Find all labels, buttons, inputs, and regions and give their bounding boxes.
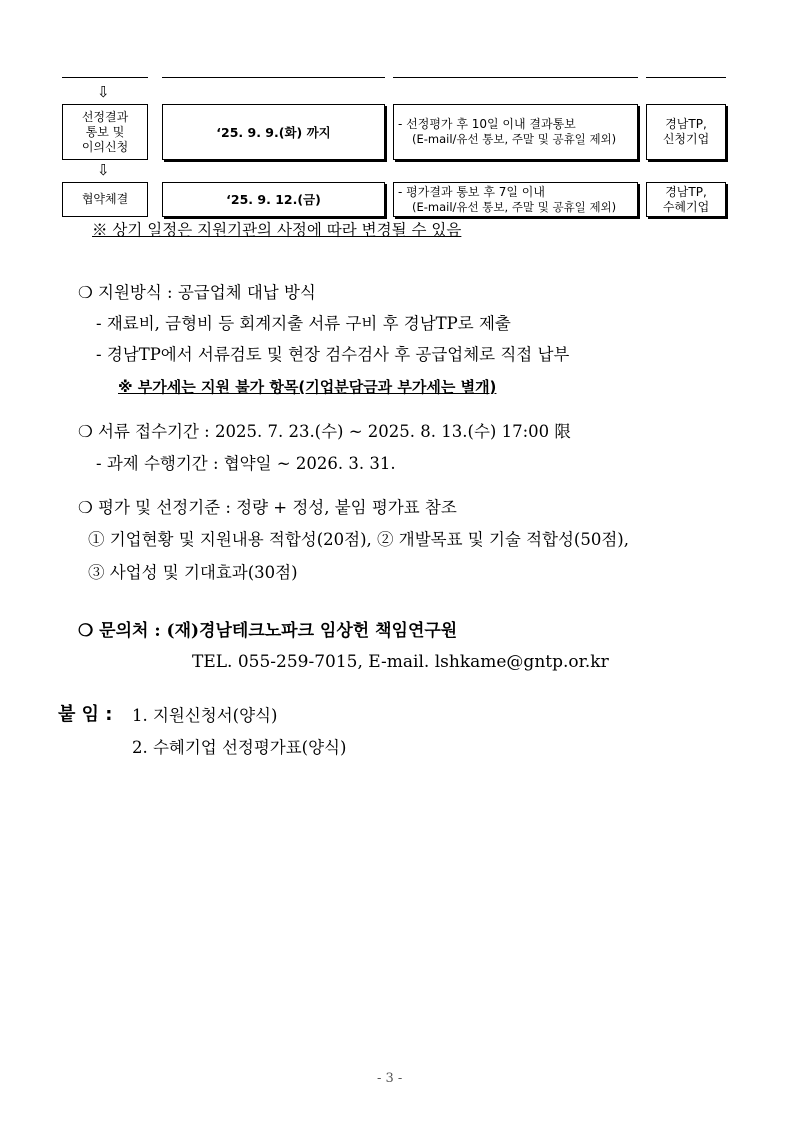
schedule-row-2-detail-main: - 평가결과 통보 후 7일 이내	[398, 184, 545, 199]
bullet-icon: ❍	[78, 283, 93, 302]
down-arrow-icon: ⇩	[97, 161, 110, 179]
schedule-row-1-detail-main: - 선정평가 후 10일 이내 결과통보	[398, 117, 576, 131]
application-period-heading	[78, 421, 571, 443]
application-period-heading-text: 서류 접수기간 : 2025. 7. 23.(수) ~ 2025. 8. 13.(수) 17:00 限	[98, 422, 571, 441]
bullet-icon: ❍	[78, 422, 93, 441]
down-arrow-icon: ⇩	[97, 83, 110, 101]
contact-details: TEL. 055-259-7015, E-mail. lshkame@gntp.or.kr	[192, 652, 609, 672]
table-top-line-4	[646, 77, 726, 78]
attachment-item-2: 2. 수혜기업 선정평가표(양식)	[132, 738, 347, 757]
table-top-line-2	[162, 77, 385, 78]
table-top-line-3	[393, 77, 638, 78]
bullet-icon: ❍	[78, 621, 94, 641]
support-method-heading-text: 지원방식 : 공급업체 대납 방식	[98, 283, 316, 302]
schedule-row-2-date: ‘25. 9. 12.(금)	[162, 182, 385, 217]
support-method-item-2: - 경남TP에서 서류검토 및 현장 검수검사 후 공급업체로 직접 납부	[96, 345, 570, 364]
evaluation-heading-text: 평가 및 선정기준 : 정량 + 정성, 붙임 평가표 참조	[98, 498, 457, 517]
evaluation-criteria-line-1: ① 기업현황 및 지원내용 적합성(20점), ② 개발목표 및 기술 적합성(50점),	[88, 530, 629, 549]
support-method-note: ※ 부가세는 지원 불가 항목(기업분담금과 부가세는 별개)	[118, 378, 497, 396]
schedule-row-1-detail-sub: (E-mail/유선 통보, 주말 및 공휴일 제외)	[412, 132, 617, 146]
contact-heading-text: 문의처 : (재)경남테크노파크 임상헌 책임연구원	[99, 621, 458, 641]
attachment-item-1: 1. 지원신청서(양식)	[132, 706, 278, 725]
schedule-row-1-date: ‘25. 9. 9.(화) 까지	[162, 104, 385, 160]
schedule-row-2-owner: 경남TP, 수혜기업	[646, 182, 726, 217]
attachments-label: 붙 임 :	[58, 704, 113, 725]
schedule-row-2-detail	[393, 182, 638, 217]
schedule-note: ※ 상기 일정은 지원기관의 사정에 따라 변경될 수 있음	[92, 221, 462, 239]
support-method-item-1: - 재료비, 금형비 등 회계지출 서류 구비 후 경남TP로 제출	[96, 314, 511, 333]
evaluation-criteria-line-2: ③ 사업성 및 기대효과(30점)	[88, 563, 298, 582]
page-number: - 3 -	[377, 1071, 403, 1086]
schedule-row-2-detail-sub: (E-mail/유선 통보, 주말 및 공휴일 제외)	[412, 199, 617, 214]
project-period-item: - 과제 수행기간 : 협약일 ~ 2026. 3. 31.	[96, 454, 396, 473]
schedule-row-2-stage: 협약체결	[62, 182, 148, 217]
schedule-row-1-stage: 선정결과 통보 및 이의신청	[62, 104, 148, 160]
support-method-heading	[78, 282, 316, 304]
schedule-row-1-owner: 경남TP, 신청기업	[646, 104, 726, 160]
bullet-icon: ❍	[78, 498, 93, 517]
evaluation-heading	[78, 497, 457, 519]
contact-heading	[78, 620, 457, 642]
table-top-line-1	[62, 77, 148, 78]
schedule-row-1-detail	[393, 104, 638, 160]
